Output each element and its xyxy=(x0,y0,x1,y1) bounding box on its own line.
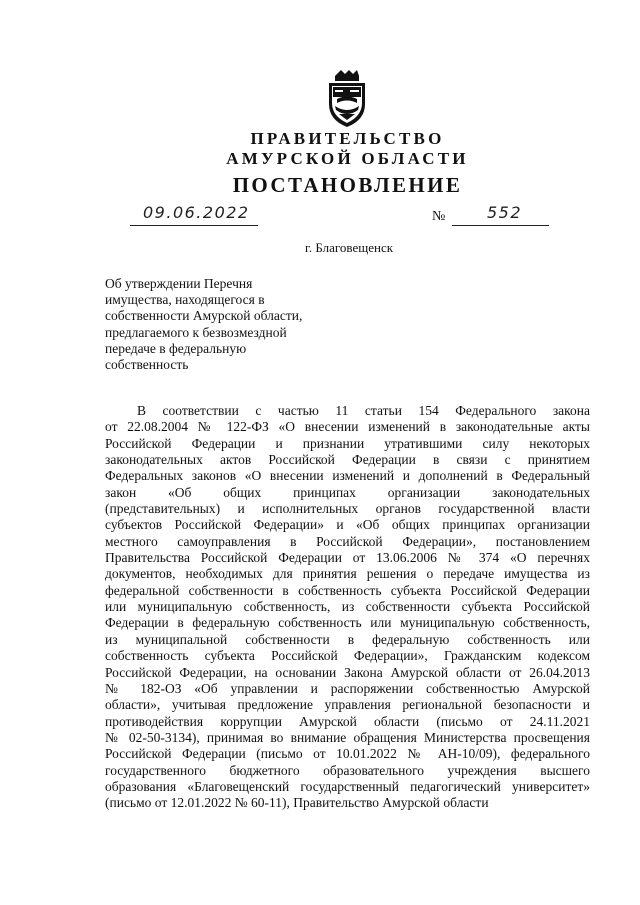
body-line: Российской Федерации, на основании Закона Амурской области от 26.04.2013 xyxy=(105,664,590,680)
body-line: от 22.08.2004 № 122-ФЗ «О внесении изменений в законодательные акты xyxy=(105,419,590,435)
body-line: местного самоуправления в Российской Федерации», постановлением xyxy=(105,533,590,549)
body-line: (письмо от 12.01.2022 № 60-11), Правительство Амурской области xyxy=(105,795,489,811)
document-date: 09.06.2022 xyxy=(143,203,250,222)
body-line: собственность субъекта Российской Федерации», Гражданским кодексом xyxy=(105,648,590,664)
body-line: федеральной собственности в собственность субъекта Российской Федерации xyxy=(105,582,590,598)
body-line: документов, необходимых для принятия решения о передаче имущества из xyxy=(105,566,590,582)
body-line: Правительства Российской Федерации от 13.06.2006 № 374 «О перечнях xyxy=(105,550,590,566)
subject-line: собственности Амурской области, xyxy=(105,308,303,324)
body-line: Российской Федерации (письмо от 10.01.2022 № АН-10/09), федерального xyxy=(105,746,590,762)
body-paragraph xyxy=(105,403,590,812)
subject-line: предлагаемого к безвозмездной xyxy=(105,324,287,340)
body-line: или муниципальную собственность, из собственности субъекта Российской xyxy=(105,599,590,615)
subject-line: Об утверждении Перечня xyxy=(105,276,253,291)
body-line: области», учитывая предложение управления региональной безопасности и xyxy=(105,697,590,713)
body-line: В соответствии с частью 11 статьи 154 Федерального закона xyxy=(137,403,590,418)
region-title: АМУРСКОЙ ОБЛАСТИ xyxy=(226,149,469,168)
document-number: 552 xyxy=(487,203,523,222)
body-line: из муниципальной собственности в федеральную собственность или xyxy=(105,631,590,647)
body-line: Федерации в федеральную собственность или муниципальную собственность, xyxy=(105,615,590,631)
body-line: образования «Благовещенский государственный педагогический университет» xyxy=(105,778,590,794)
government-title: ПРАВИТЕЛЬСТВО xyxy=(250,129,445,148)
body-line: Федеральных законов «О внесении изменений и дополнений в Федеральный xyxy=(105,468,590,484)
body-line: государственного бюджетного образовательного учреждения высшего xyxy=(105,762,590,778)
body-line: (представительных) и исполнительных органов государственной власти xyxy=(105,501,590,517)
subject-block xyxy=(105,276,302,373)
body-line: № 02-50-3134), принимая во внимание обращения Министерства просвещения xyxy=(105,729,590,745)
subject-line: передаче в федеральную xyxy=(105,340,247,356)
subject-line: имущества, находящегося в xyxy=(105,292,265,308)
body-line: субъектов Российской Федерации» и «Об общих принципах организации xyxy=(105,517,590,533)
body-line: Российской Федерации и признании утратившими силу некоторых xyxy=(105,435,590,451)
subject-line: собственность xyxy=(105,357,189,373)
city: г. Благовещенск xyxy=(304,240,394,255)
body-line: противодействия коррупции Амурской области (письмо от 24.11.2021 xyxy=(105,713,590,729)
amur-region-coat-of-arms-icon xyxy=(323,70,371,128)
body-line: № 182-ОЗ «Об управлении и распоряжении собственностью Амурской xyxy=(105,680,590,696)
body-line: закон «Об общих принципах организации законодательных xyxy=(105,484,590,500)
number-label: № xyxy=(432,209,446,224)
document-type: ПОСТАНОВЛЕНИЕ xyxy=(232,173,463,197)
body-line: законодательных актов Российской Федерации в связи с принятием xyxy=(105,452,590,468)
